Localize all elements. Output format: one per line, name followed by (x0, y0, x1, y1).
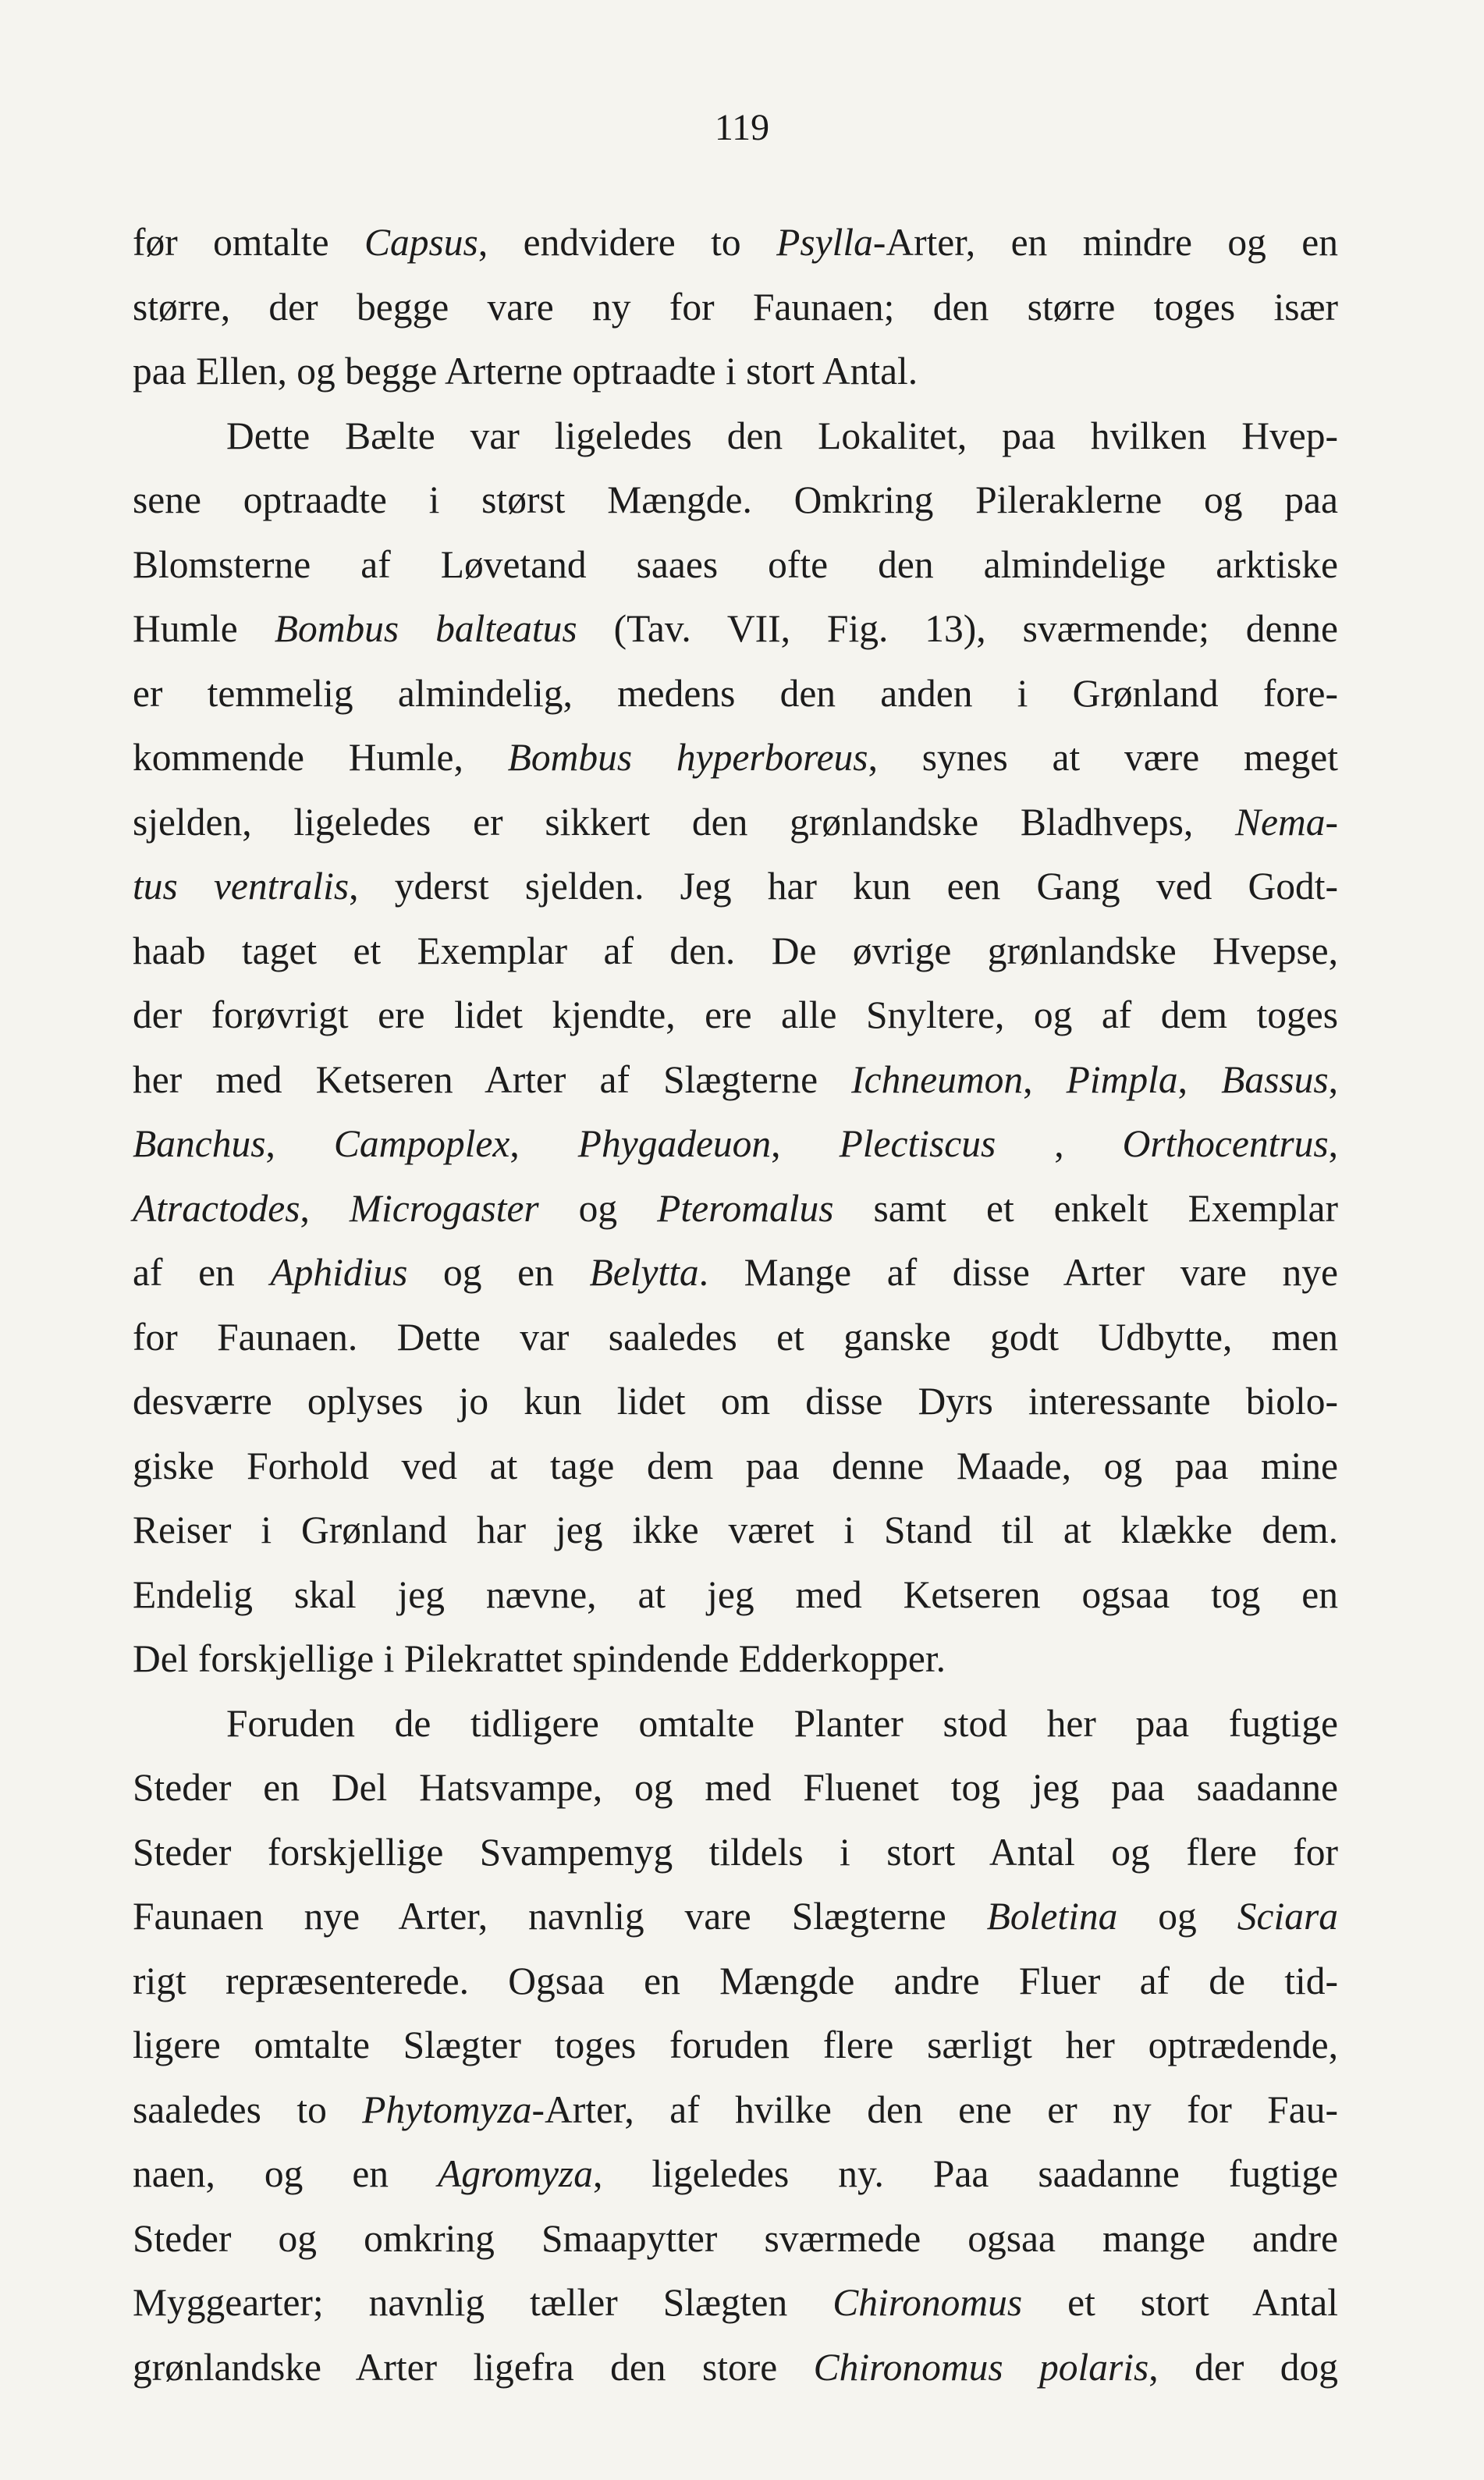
italic-taxon: Bassus (1221, 1057, 1329, 1101)
italic-taxon: Chironomus (833, 2281, 1023, 2324)
italic-taxon: Agromyza (438, 2152, 593, 2195)
italic-taxon: Psylla (776, 221, 873, 264)
italic-taxon: Orthocentrus (1122, 1122, 1329, 1165)
italic-taxon: Atractodes (133, 1186, 300, 1230)
text-line (133, 1885, 1338, 1949)
text-span: der forøvrigt ere lidet kjendte, ere alle Snyltere, og af dem toges (133, 993, 1338, 1036)
text-span: grønlandske Arter ligefra den store (133, 2345, 814, 2389)
text-line (133, 2336, 1338, 2400)
text-line (133, 339, 1338, 404)
text-line (133, 726, 1338, 791)
italic-taxon: Phytomyza (362, 2087, 532, 2131)
text-line (133, 597, 1338, 662)
text-span: , yderst sjelden. Jeg har kun een Gang ved Godt- (349, 865, 1338, 908)
italic-taxon: Bombus hyperboreus (507, 736, 868, 779)
text-span: og (538, 1186, 658, 1230)
text-line (133, 404, 1338, 469)
text-span: desværre oplyses jo kun lidet om disse Dyrs interessante biolo- (133, 1380, 1338, 1423)
text-line (133, 1306, 1338, 1370)
text-line (133, 2078, 1338, 2143)
page-number: 119 (714, 107, 770, 148)
italic-taxon: Nema- (1235, 800, 1338, 844)
text-span: før omtalte (133, 221, 365, 264)
text-span: . Mange af disse Arter vare nye (698, 1251, 1338, 1294)
text-line (133, 983, 1338, 1048)
text-span: Steder og omkring Smaapytter sværmede ogsaa mange andre (133, 2216, 1338, 2260)
text-span: Steder forskjellige Svampemyg tildels i stort Antal og flere for (133, 1830, 1338, 1874)
italic-taxon: Pteromalus (657, 1186, 834, 1230)
text-span: , (509, 1122, 578, 1165)
text-span: og en (407, 1251, 590, 1294)
text-span: naen, og en (133, 2152, 438, 2195)
text-line (133, 854, 1338, 919)
italic-taxon: Ichneumon (851, 1057, 1024, 1101)
italic-taxon: Boletina (986, 1895, 1118, 1938)
italic-taxon: Chironomus polaris (813, 2345, 1149, 2389)
text-span: , (1177, 1057, 1222, 1101)
text-line (133, 1241, 1338, 1306)
text-line (133, 1563, 1338, 1628)
text-line (133, 1177, 1338, 1242)
body-text (133, 211, 1338, 2400)
text-line (133, 1498, 1338, 1563)
text-span: -Arter, en mindre og en (872, 221, 1338, 264)
text-line (133, 1821, 1338, 1885)
text-span: af en (133, 1251, 271, 1294)
text-span: haab taget et Exemplar af den. De øvrige grønlandske Hvepse, (133, 929, 1338, 972)
text-line (133, 2207, 1338, 2272)
text-span: , synes at være meget (868, 736, 1339, 779)
text-span: Myggearter; navnlig tæller Slægten (133, 2281, 833, 2324)
text-span: et stort Antal (1022, 2281, 1339, 2324)
text-span: Faunaen nye Arter, navnlig vare Slægterne (133, 1895, 987, 1938)
text-span: sjelden, ligeledes er sikkert den grønlandske Bladhveps, (133, 800, 1236, 844)
text-span: Blomsterne af Løvetand saaes ofte den almindelige arktiske (133, 542, 1338, 586)
text-span: Steder en Del Hatsvampe, og med Fluenet tog jeg paa saadanne (133, 1766, 1338, 1809)
text-span: , (1023, 1057, 1067, 1101)
text-span: Dette Bælte var ligeledes den Lokalitet, paa hvilken Hvep- (226, 414, 1338, 457)
text-line (133, 1692, 1338, 1757)
text-span: (Tav. VII, Fig. 13), sværmende; denne (577, 607, 1338, 650)
italic-taxon: Banchus (133, 1122, 266, 1165)
text-line (133, 1112, 1338, 1177)
text-line (133, 1434, 1338, 1499)
text-span: paa Ellen, og begge Arterne optraadte i stort Antal. (133, 350, 918, 393)
text-span: Endelig skal jeg nævne, at jeg med Ketseren ogsaa tog en (133, 1572, 1338, 1616)
text-span: , (771, 1122, 840, 1165)
text-span: Humle (133, 607, 275, 650)
text-line (133, 1949, 1338, 2014)
text-span: , endvidere to (478, 221, 777, 264)
text-span: , (265, 1122, 334, 1165)
italic-taxon: Aphidius (270, 1251, 408, 1294)
text-line (133, 1370, 1338, 1434)
italic-taxon: tus ventralis (133, 865, 350, 908)
text-span: Reiser i Grønland har jeg ikke været i Stand til at klække dem. (133, 1508, 1338, 1551)
text-span: rigt repræsenterede. Ogsaa en Mængde andre Fluer af de tid- (133, 1959, 1338, 2002)
text-span: for Faunaen. Dette var saaledes et ganske godt Udbytte, men (133, 1315, 1338, 1359)
text-span: større, der begge vare ny for Faunaen; den større toges især (133, 285, 1338, 329)
text-line (133, 1627, 1338, 1692)
text-line (133, 533, 1338, 598)
italic-taxon: Pimpla (1066, 1057, 1178, 1101)
text-span: , (996, 1122, 1123, 1165)
text-line (133, 662, 1338, 727)
text-span: og (1117, 1895, 1237, 1938)
text-span: sene optraadte i størst Mængde. Omkring Pileraklerne og paa (133, 478, 1338, 521)
text-line (133, 1048, 1338, 1113)
text-span: , (1328, 1122, 1339, 1165)
text-line (133, 791, 1338, 855)
text-span: , ligeledes ny. Paa saadanne fugtige (592, 2152, 1338, 2195)
text-line (133, 2013, 1338, 2078)
text-span: er temmelig almindelig, medens den anden i Grønland fore- (133, 671, 1338, 715)
italic-taxon: Capsus (364, 221, 478, 264)
text-span: , der dog (1149, 2345, 1338, 2389)
text-span: , (300, 1186, 350, 1230)
text-span: Del forskjellige i Pilekrattet spindende Edderkopper. (133, 1637, 946, 1680)
text-line (133, 1756, 1338, 1821)
text-line (133, 211, 1338, 275)
text-line (133, 468, 1338, 533)
text-span: ligere omtalte Slægter toges foruden flere særligt her optrædende, (133, 2023, 1338, 2066)
text-span: kommende Humle, (133, 736, 508, 779)
text-line (133, 2271, 1338, 2336)
text-span: Foruden de tidligere omtalte Planter stod her paa fugtige (226, 1701, 1338, 1745)
italic-taxon: Belytta (589, 1251, 699, 1294)
italic-taxon: Sciara (1237, 1895, 1339, 1938)
text-span: , (1328, 1057, 1339, 1101)
text-span: samt et enkelt Exemplar (833, 1186, 1338, 1230)
text-span: giske Forhold ved at tage dem paa denne Maade, og paa mine (133, 1444, 1338, 1487)
italic-taxon: Plectiscus (839, 1122, 996, 1165)
text-span: saaledes to (133, 2087, 363, 2131)
italic-taxon: Phygadeuon (577, 1122, 772, 1165)
text-line (133, 275, 1338, 340)
italic-taxon: Bombus balteatus (274, 607, 577, 650)
text-line (133, 2142, 1338, 2207)
italic-taxon: Microgaster (349, 1186, 539, 1230)
text-line (133, 919, 1338, 984)
italic-taxon: Campoplex (333, 1122, 510, 1165)
text-span: -Arter, af hvilke den ene er ny for Fau- (531, 2087, 1338, 2131)
text-span: her med Ketseren Arter af Slægterne (133, 1057, 852, 1101)
